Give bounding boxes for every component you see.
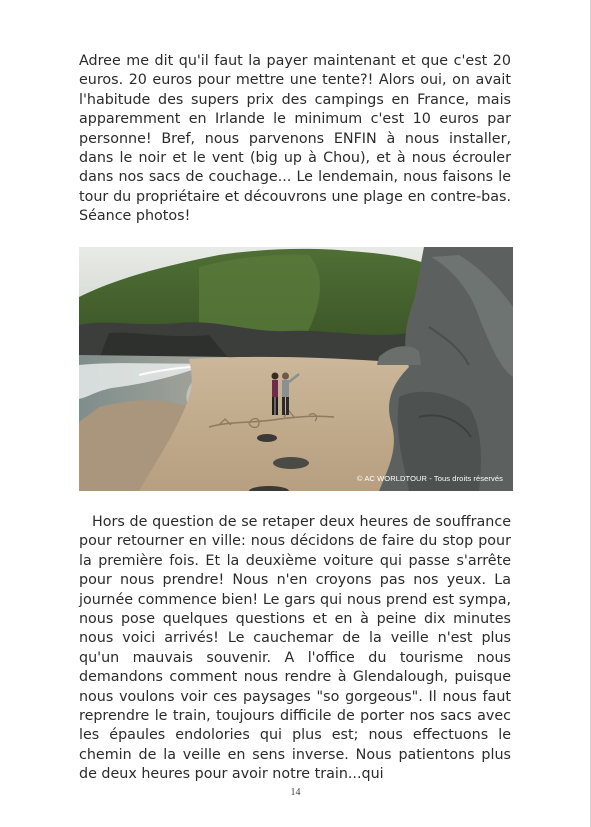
page-number: 14 xyxy=(290,787,301,798)
paragraph-2: Hors de question de se retaper deux heures de souffrance pour retourner en ville: nous décidons de faire du stop pour la première fois. Et la deuxième voiture qui passe s'arrête pour nous prendre! Nous n'en croyons pas nos yeux. La journée commence bien! Le gars qui nous prend est sympa, nous pose quelques questions et en à peine dix minutes nous voici arrivés! Le cauchemar de la veille n'est plus qu'un mauvais souvenir. A l'office du tourisme nous demandons comment nous rendre à Glendalough, puisque nous voulons voir ces paysages "so gorgeous". Il nous faut reprendre le train, toujours difficile de porter nos sacs avec les épaules endolories qui plus est; nous effectuons le chemin de la veille en sens inverse. Nous patientons plus de deux heures pour avoir notre train...qui xyxy=(79,514,511,783)
photo-watermark: © AC WORLDTOUR - Tous droits réservés xyxy=(356,474,503,483)
paragraph-1: Adree me dit qu'il faut la payer maintenant et que c'est 20 euros. 20 euros pour mettre une tente?! Alors oui, on avait l'habitude des supers prix des campings en France, mais apparemment en Irlande le minimum c'est 10 euros par personne! Bref, nous parvenons ENFIN à nous installer, dans le noir et le vent (big up à Chou), et à nous écrouler dans nos sacs de couchage... Le lendemain, nous faisons le tour du propriétaire et découvrons une plage en contre-bas. Séance photos! xyxy=(79,53,511,225)
beach-photo-illustration xyxy=(79,247,513,491)
beach-photo xyxy=(79,247,513,491)
